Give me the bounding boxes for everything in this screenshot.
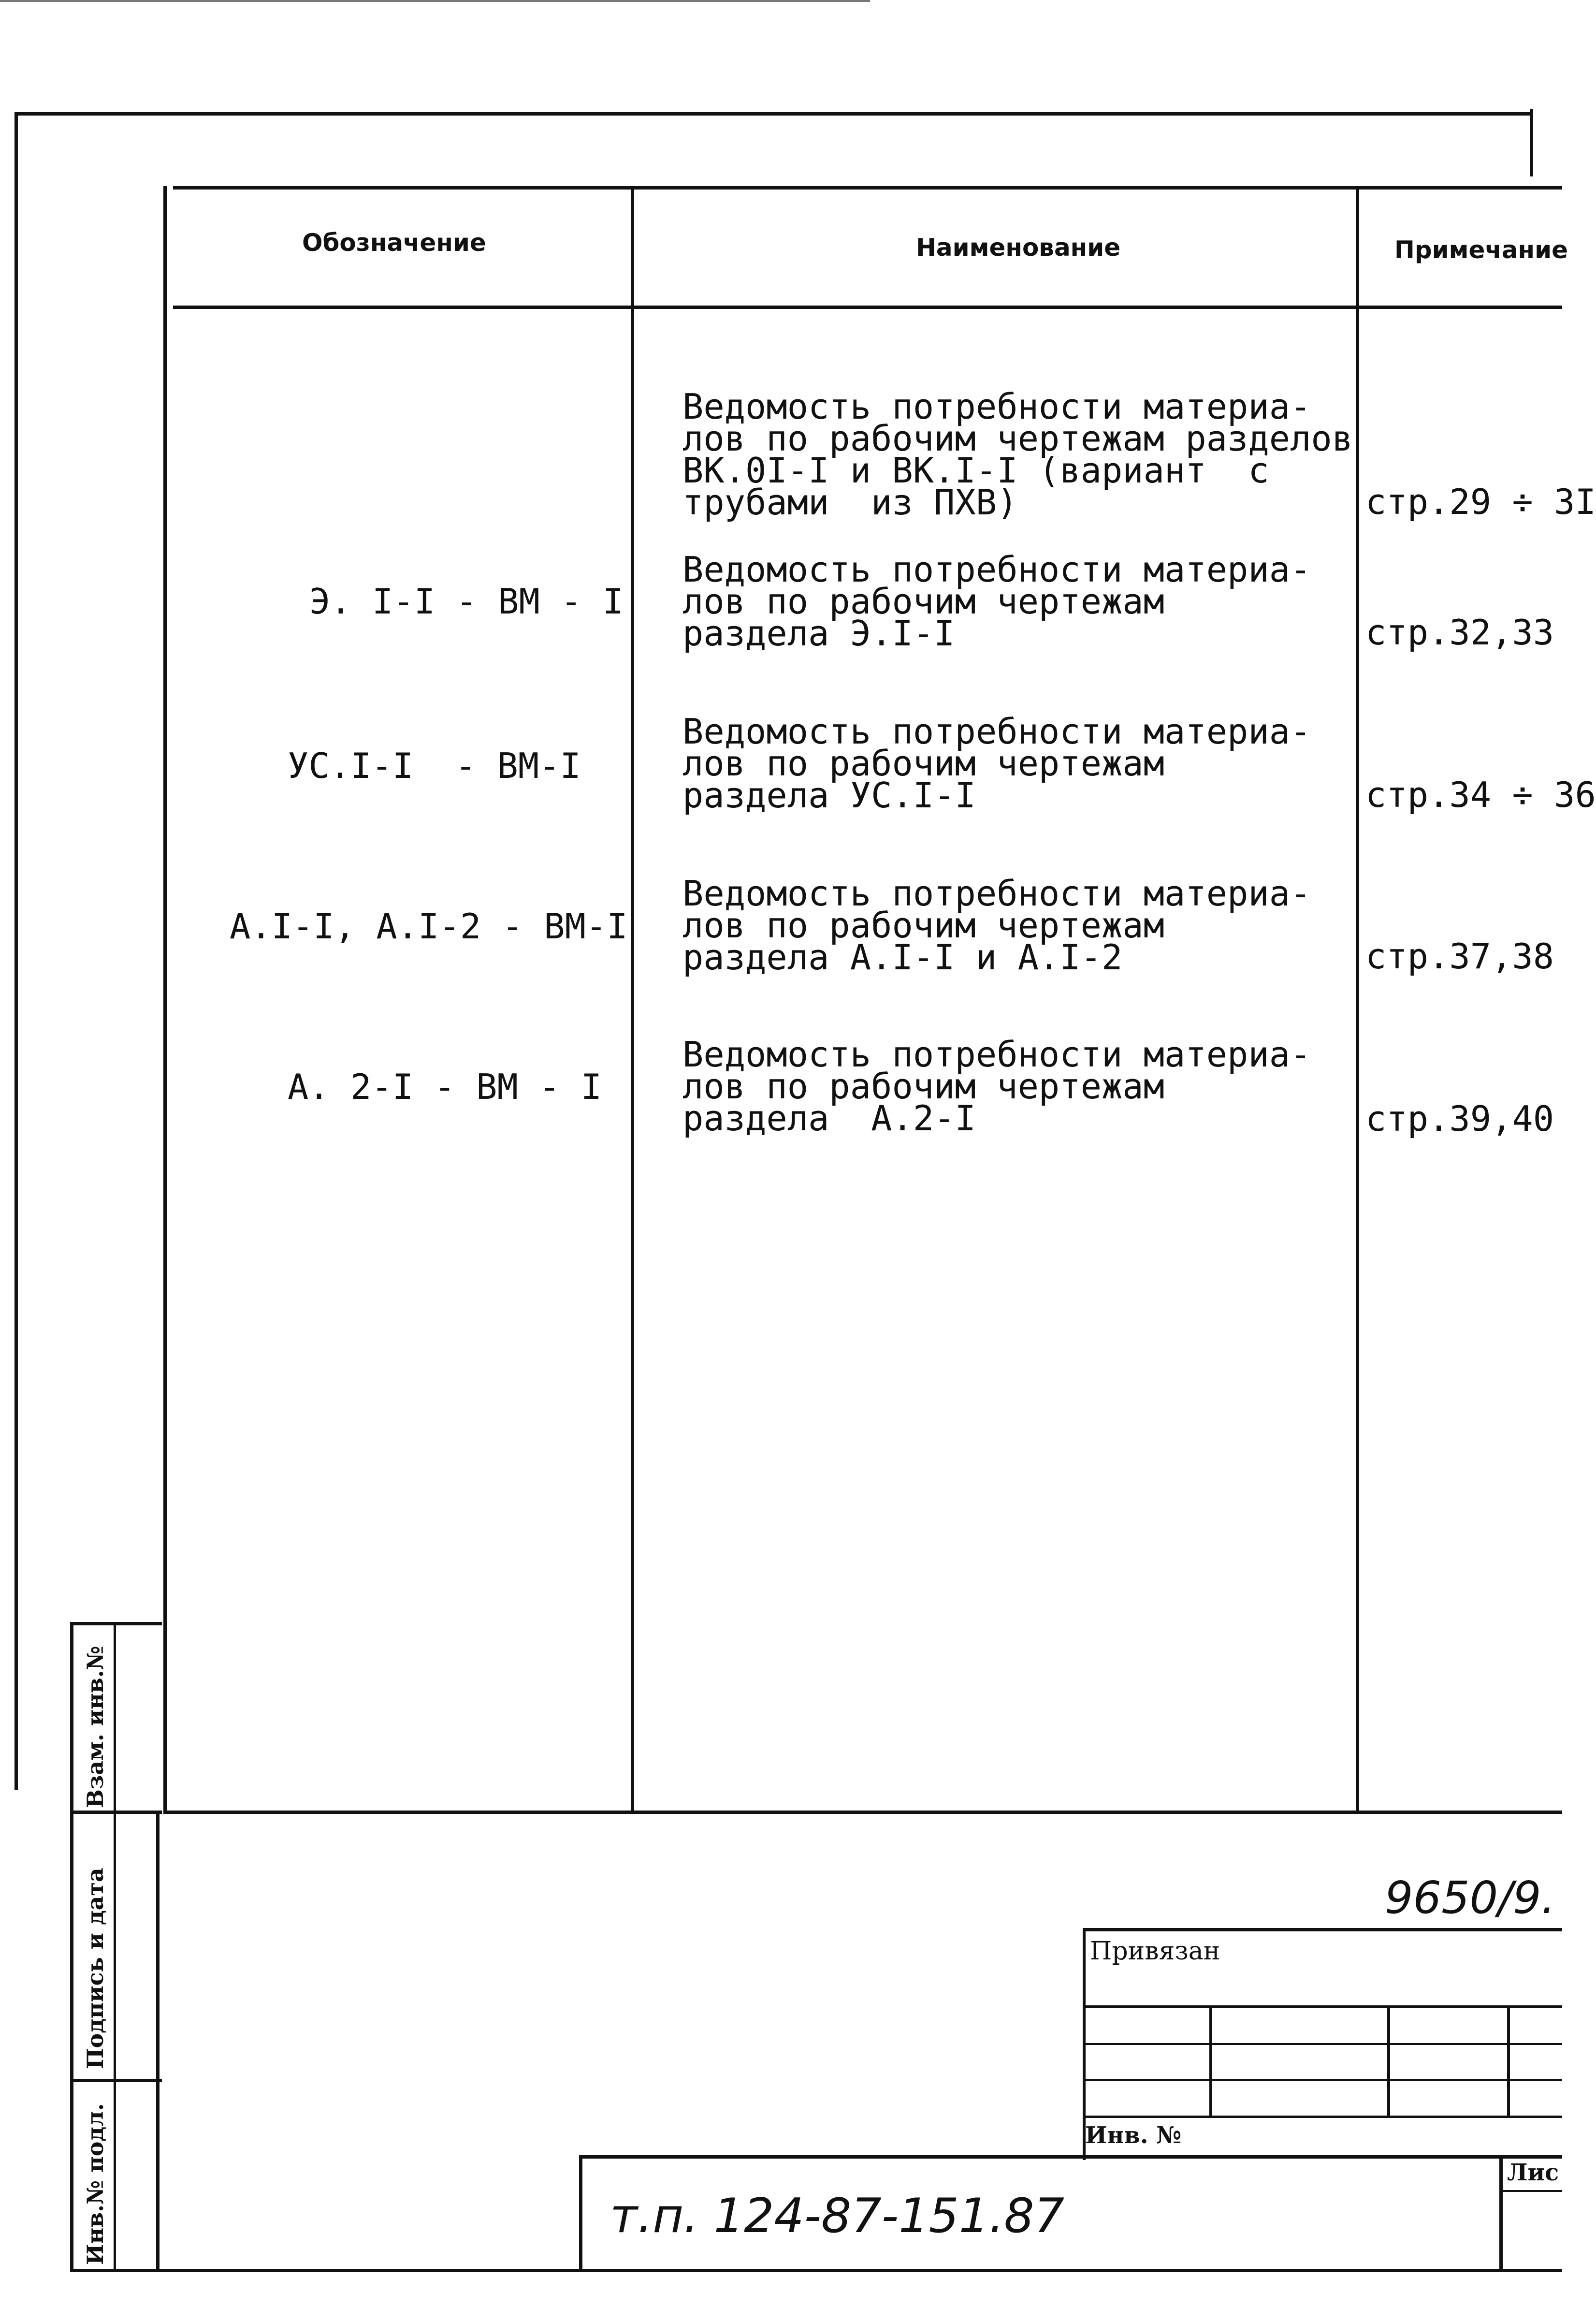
row-name-line: Ведомость потребности материа-	[682, 1034, 1311, 1075]
header-note: Примечание	[1394, 236, 1568, 264]
margin-original-inv-no: Инв.№ подл.	[82, 2103, 108, 2265]
title-block-sheet-divider	[1499, 2155, 1503, 2272]
linked-stamp-row-line	[1083, 2005, 1562, 2008]
row-name-line: Ведомость потребности материа-	[682, 549, 1311, 590]
frame-bottom-line	[156, 2269, 1562, 2272]
row-designation: А. 2-I - ВМ - I	[288, 1066, 602, 1107]
linked-stamp-col-line	[1209, 2005, 1212, 2118]
row-name-line: ВК.0I-I и ВК.I-I (вариант с	[682, 450, 1269, 491]
row-note: стр.34 ÷ 36	[1365, 774, 1596, 815]
document-code: т.п. 124-87-151.87	[610, 2189, 1064, 2244]
title-block-top	[579, 2155, 1562, 2159]
row-name-line: раздела Э.I-I	[682, 613, 955, 654]
row-designation: А.I-I, А.I-2 - ВМ-I	[230, 906, 628, 947]
linked-stamp-col-line	[1507, 2005, 1510, 2118]
sheet-inner-left-line	[156, 1811, 160, 2272]
scan-artifact	[0, 0, 870, 2]
row-name-line: Ведомость потребности материа-	[682, 711, 1311, 752]
inv-no-label: Инв. №	[1085, 2122, 1182, 2149]
margin-stamp-outer-left	[70, 1622, 73, 2272]
row-note: стр.29 ÷ 3I	[1365, 482, 1596, 522]
row-name-line: лов по рабочим чертежам	[682, 1066, 1164, 1107]
title-block-sheet-label-line	[1499, 2190, 1562, 2192]
row-name-line: Ведомость потребности материа-	[682, 386, 1311, 427]
margin-stamp-top	[70, 1622, 162, 1625]
frame-left-line	[15, 112, 18, 1790]
linked-stamp-row-line	[1083, 2116, 1562, 2118]
header-name: Наименование	[916, 234, 1121, 262]
row-name-line: раздела УС.I-I	[682, 775, 976, 816]
margin-stamp-bottom	[70, 2269, 162, 2272]
row-note: стр.32,33	[1365, 612, 1554, 653]
linked-stamp-top	[1083, 1928, 1562, 1931]
row-name-line: раздела А.I-I и А.I-2	[682, 937, 1123, 978]
table-col1-line	[631, 186, 634, 1813]
row-name-line: лов по рабочим чертежам	[682, 581, 1164, 622]
linked-label: Привязан	[1090, 1937, 1220, 1966]
row-designation: УС.I-I - ВМ-I	[288, 745, 581, 786]
frame-right-notch	[1530, 109, 1533, 176]
linked-stamp-row-line	[1083, 2043, 1562, 2045]
frame-top-line	[15, 112, 1532, 116]
table-top-line	[173, 186, 1562, 190]
linked-stamp-row-line	[1083, 2079, 1562, 2081]
table-header-bottom-line	[173, 306, 1562, 309]
table-bottom-line	[163, 1811, 1562, 1814]
margin-stamp-inner-line	[114, 1622, 116, 2272]
title-block-left	[579, 2155, 582, 2272]
margin-stamp-divider	[70, 2079, 162, 2082]
sheet-code: 9650/9.	[1385, 1872, 1555, 1924]
row-note: стр.37,38	[1365, 936, 1554, 977]
table-col2-line	[1356, 186, 1359, 1813]
row-name-line: раздела А.2-I	[682, 1098, 976, 1139]
row-designation: Э. I-I - ВМ - I	[309, 581, 624, 622]
sheet-label: Лис	[1507, 2159, 1559, 2186]
row-note: стр.39,40	[1365, 1098, 1554, 1139]
row-name-line: лов по рабочим чертежам	[682, 743, 1164, 784]
margin-replaced-inv-no: Взам. инв.№	[82, 1646, 108, 1808]
header-designation: Обозначение	[302, 229, 486, 257]
margin-signature-date: Подпись и дата	[82, 1868, 108, 2069]
row-name-line: лов по рабочим чертежам	[682, 905, 1164, 946]
row-name-line: Ведомость потребности материа-	[682, 873, 1311, 914]
row-name-line: трубами из ПХВ)	[682, 482, 1018, 523]
row-name-line: лов по рабочим чертежам разделов	[682, 418, 1353, 459]
table-left-line	[163, 186, 167, 1813]
margin-stamp-divider	[70, 1811, 162, 1814]
linked-stamp-col-line	[1387, 2005, 1390, 2118]
